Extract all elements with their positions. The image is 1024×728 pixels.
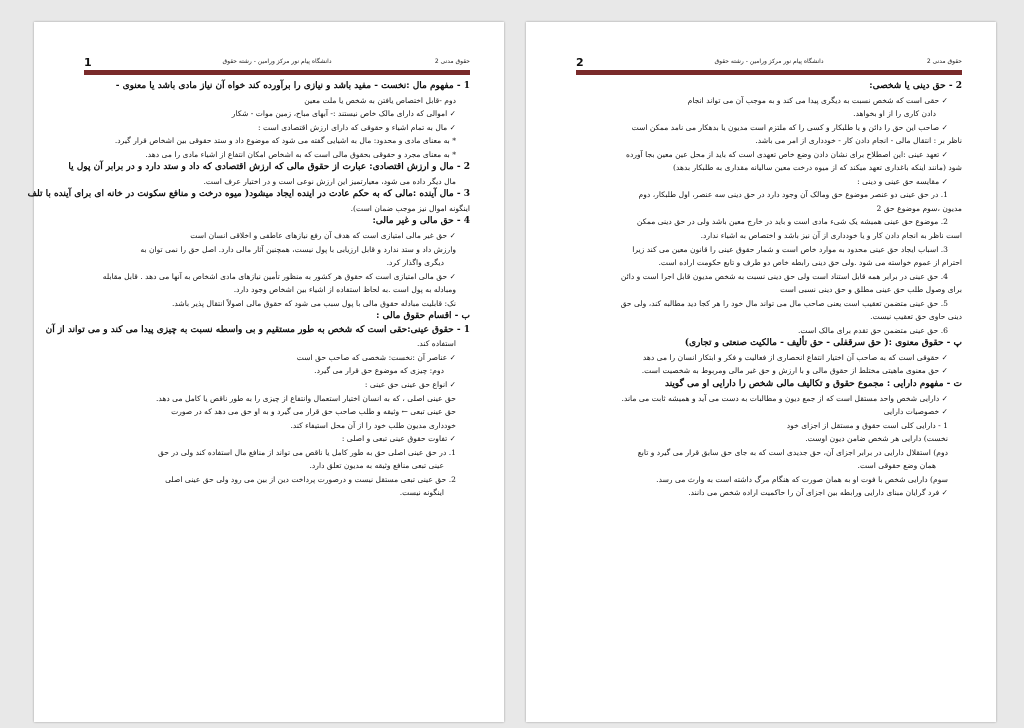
text-line: 2. حق عینی تبعی مستقل نیست و درصورت پرداخت دین از بین می رود ولی حق عینی اصلی: [165, 474, 456, 484]
text-line: ✓ مال به تمام اشیاء و حقوقی که دارای ارزش اقتصادی است :: [257, 122, 456, 132]
text-line: 1. در حق عینی اصلی حق به طور کامل یا ناقص می تواند از منافع مال استفاده کند ولی در حق: [157, 447, 456, 457]
text-line: برای وصول طلب حق عینی مطلق و حق دینی نسبی است: [780, 285, 962, 295]
header-rule: [84, 70, 470, 75]
text-line: ✓ دارایی شخص واحد مستقل است که از جمع دیون و مطالبات به دست می آید و همیشه ثابت می ماند.: [621, 393, 948, 403]
text-line: دیگری واگذار کرد.: [386, 258, 444, 268]
text-line: ✓ اموالی که دارای مالک خاص نیستند :- آبهای مباح، زمین موات - شکار: [231, 109, 456, 119]
text-line: وارزش داد و ستد ندارد و قابل ارزیابی با پول نیست، همچنین آثار مالی دارد. اصل حق را نمی توان به: [140, 244, 456, 254]
section-heading: 2 - حق دینی یا شخصی:: [869, 81, 962, 91]
text-line: ✓ حق غیر مالی امتیازی است که هدف آن رفع نیازهای عاطفی و اخلاقی انسان است: [190, 231, 456, 241]
text-line: 3. اسباب ایجاد حق عینی محدود به موارد خاص است و شمار حقوق عینی را قانون معین می کند زیرا: [632, 244, 948, 254]
text-line: 6. حق عینی متضمن حق تقدم برای مالک است.: [797, 325, 948, 335]
text-line: ناظر بر : انتقال مالی - انجام دادن کار - خودداری از امر می باشد.: [755, 136, 962, 146]
page-number: 1: [84, 56, 92, 69]
text-line: دوم) استقلال دارایی در برابر اجزای آن، حق جدیدی است که به جای حق سابق قرار می گیرد و تابع: [637, 447, 948, 457]
text-line: حق عینی اصلی ، که به انسان اختیار استعمال وانتفاع از چیزی را به طور ناقص یا کامل می دهد.: [155, 393, 456, 403]
header-university: دانشگاه پیام نور مرکز ورامین - رشته حقوق: [714, 58, 824, 65]
text-line: حق عینی تبعی ← وثیقه و طلب صاحب حق قرار می گیرد و به او حق می دهد که در صورت: [171, 407, 456, 417]
header-university: دانشگاه پیام نور مرکز ورامین - رشته حقوق: [222, 58, 332, 65]
text-line: 1. در حق عینی دو عنصر موضوع حق ومالک آن وجود دارد در حق دینی سه عنصر، اول طلبکار، دوم: [638, 190, 948, 200]
text-line: نک: قابلیت مبادله حقوق مالی با پول سبب می شود که حقوق مالی اصولاً انتقال پذیر باشد.: [171, 298, 456, 308]
text-line: ومبادله به پول است .به لحاظ استفاده از اشیاء بین اشخاص وجود دارد.: [233, 285, 456, 295]
document-page-right: [526, 22, 996, 722]
text-line: خودداری مدیون طلب خود را از آن محل استیفاء کند.: [290, 420, 456, 430]
text-line: دوم -قابل اختصاص یافتن به شخص یا ملت معین: [304, 95, 456, 105]
text-line: ✓ تفاوت حقوق عینی تبعی و اصلی :: [341, 434, 456, 444]
text-line: احترام از عموم خواسته می شود .ولی حق دینی رابطه خاص دو طرف و تابع حکومت اراده است.: [658, 258, 962, 268]
text-line: ✓ صاحب این حق را دائن و یا طلبکار و کسی را که ملتزم است مدیون یا بدهکار می نامد ممکن است: [631, 122, 948, 132]
section-heading: 2 - مال و ارزش اقتصادی: عبارت از حقوق مالی که ارزش اقتصادی که داد و ستد دارد و در برابر آن پول یا: [68, 162, 470, 173]
section-heading: پ - حقوق معنوی :( حق سرقفلی - حق تألیف - مالکیت صنعتی و تجاری): [684, 338, 962, 349]
text-line: اینگونه اموال نیز موجب ضمان است).: [350, 203, 470, 213]
page-body: [27, 80, 470, 500]
section-heading: ب - اقسام حقوق مالی :: [376, 311, 470, 322]
text-line: نخست) دارایی هر شخص ضامن دیون اوست.: [805, 434, 948, 444]
text-line: استفاده کند.: [417, 339, 456, 349]
section-heading: 3 - مال آینده :مالی که به حکم عادت در اینده ایجاد میشود( میوه درخت و منافع سکونت در خانه ای برای آینده با تلف: [27, 189, 470, 200]
text-line: شود (مانند اینکه باغداری تعهد میکند که از میوه درخت معین سالیانه مقداری به طلبکار بدهد): [673, 163, 962, 173]
text-line: * به معنای مجرد و حقوقی بحقوق مالی است که به اشخاص امکان انتفاع از اشیاء مادی را می دهد.: [145, 149, 456, 159]
text-line: ✓ تعهد عینی :این اصطلاح برای نشان دادن وضع خاص تعهدی است که باید از محل عین معین بجا آورده: [625, 149, 948, 159]
text-line: 1 - دارایی کلی است حقوق و مستقل از اجزای خود: [786, 420, 948, 430]
text-line: ✓ فرد گرایان مبنای دارایی ورابطه بین اجزای آن را حاکمیت اراده شخص می دانند.: [688, 488, 948, 498]
text-line: ✓ حقی است که شخص نسبت به دیگری پیدا می کند و به موجب آن می تواند انجام: [687, 95, 948, 105]
text-line: سوم) دارایی شخص با فوت او به همان صورت که هنگام مرگ داشته است به وارث می رسد.: [656, 474, 948, 484]
section-heading: 1 - حقوق عینی:حقی است که شخص به طور مستقیم و بی واسطه نسبت به چیزی پیدا می کند و می تواند از آن: [45, 324, 470, 335]
text-line: ✓ حقوقی است که به صاحب آن اختیار انتفاع انحصاری از فعالیت و فکر و ابتکار انسان را می دهد: [642, 352, 948, 362]
text-line: 4. حق عینی در برابر همه قابل استناد است ولی حق دینی نسبت به شخص مدیون قابل اجرا است و دائن: [620, 271, 948, 281]
document-page-left: [27, 22, 504, 722]
text-line: است ناظر به انجام دادن کار و یا خودداری از آن نیز باشد و اختصاص به اشیاء ندارد.: [700, 231, 962, 241]
text-line: 2. موضوع حق عینی همیشه یک شیء مادی است و باید در خارج معین باشد ولی در حق دینی ممکن: [636, 217, 948, 227]
page-body: [576, 80, 962, 500]
text-line: ✓ خصوصیات دارایی: [883, 407, 948, 417]
text-line: ✓ حق معنوی ماهیتی مختلط از حقوق مالی و با ارزش و حق غیر مالی ومربوط به شخصیت است.: [641, 366, 948, 376]
text-line: دادن کاری را از او بخواهد.: [853, 109, 936, 119]
text-line: ✓ مقایسه حق عینی و دینی :: [857, 176, 948, 186]
page-number: 2: [576, 56, 584, 69]
text-line: ✓ عناصر آن :نخست: شخصی که صاحب حق است: [296, 352, 456, 362]
text-line: همان وضع حقوقی است.: [857, 461, 936, 471]
text-line: دوم: چیزی که موضوع حق قرار می گیرد.: [314, 366, 444, 376]
text-line: * به معنای مادی و محدود: مال به اشیایی گفته می شود که موضوع داد و ستد حقوقی بین اشخاص قرار گیرد.: [114, 136, 456, 146]
header-title: حقوق مدنی 2: [434, 58, 470, 65]
section-heading: ت - مفهوم دارایی : مجموع حقوق و تکالیف مالی شخص را دارایی او می گویند: [664, 379, 962, 390]
text-line: 5. حق عینی متضمن تعقیب است یعنی صاحب مال می تواند مال خود را هر کجا دید مطالبه کند، ولی حق: [620, 298, 948, 308]
text-line: عینی تبعی منافع وثیقه به مدیون تعلق دارد.: [309, 461, 444, 471]
header-title: حقوق مدنی 2: [926, 58, 962, 65]
section-heading: 1 - مفهوم مال :نخست - مفید باشد و نیازی را برآورده کند خواه آن نیاز مادی باشد یا معنوی -: [115, 81, 470, 91]
text-line: مال دیگر داده می شود، معیارتمیز این ارزش نوعی است و در اختیار عرف است.: [203, 176, 456, 186]
text-line: دینی حاوی حق تعقیب نیست.: [870, 312, 962, 322]
text-line: اینگونه نیست.: [399, 488, 444, 498]
header-rule: [576, 70, 962, 75]
section-heading: 4 - حق مالی و غیر مالی:: [372, 216, 470, 227]
text-line: مدیون ،سوم موضوع حق 2: [876, 203, 962, 213]
text-line: ✓ حق مالی امتیازی است که حقوق هر کشور به منظور تأمین نیازهای مادی اشخاص به آنها می دهد . قابل مقابله: [102, 271, 456, 281]
text-line: ✓ انواع حق عینی حق عینی :: [364, 380, 456, 390]
